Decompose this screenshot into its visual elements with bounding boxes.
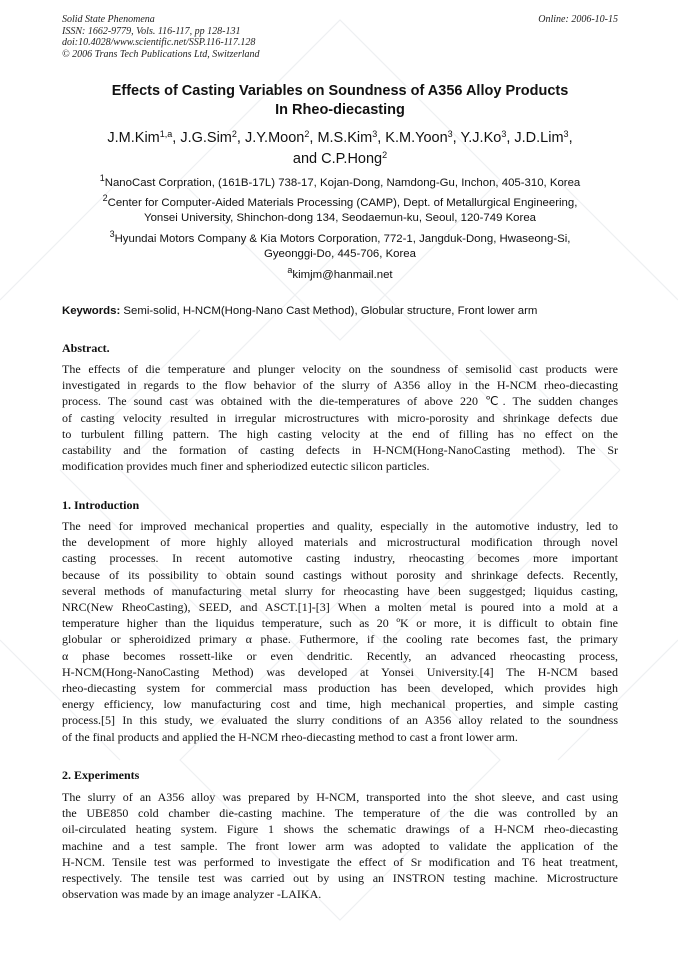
copyright: © 2006 Trans Tech Publications Ltd, Switzerland (62, 48, 260, 60)
introduction-body (62, 518, 618, 745)
text-line: investigated in regards to the flow behavior of the slurry of A356 alloy in the H-NCM rheo-diecasting (62, 378, 618, 393)
abstract-body (62, 361, 618, 474)
email-address: kimjm@hanmail.net (292, 269, 393, 281)
text-line: process.[5] In this study, we evaluated the slurry conditions of an A356 alloy related to the soundness (62, 713, 618, 728)
text-line: the development of more highly alloyed materials and microstructural modification through novel (62, 535, 618, 550)
affiliation-text: Center for Computer-Aided Materials Processing (CAMP), Dept. of Metallurgical Engineering, (107, 197, 578, 209)
keywords (62, 304, 618, 319)
text-line: globular or spheroidized primary α phase. Futhermore, if the cooling rate becomes fast, the primary (62, 632, 618, 647)
author-name: J.G.Sim (180, 130, 232, 146)
author-sup: 2 (382, 150, 388, 160)
affiliation-2 (62, 193, 618, 226)
text-line: the UBE850 cold chamber die-casting machine. The temperature of the die was controlled by an (62, 806, 618, 821)
affiliation-text: Hyundai Motors Company & Kia Motors Corporation, 772-1, Jangduk-Dong, Hwaseong-Si, (114, 233, 571, 245)
online-date: Online: 2006-10-15 (538, 14, 618, 25)
author-sup: 2 (304, 129, 310, 139)
text-line: respectively. The tensile test was carried out by using an INSTRON testing machine. Microstructure (62, 871, 618, 886)
email-sup: a (287, 265, 293, 275)
affiliation-1 (62, 173, 618, 191)
text-line: castability and the formation of casting defects in H-NCM(Hong-NanoCasting method). The Sr (62, 443, 618, 458)
affiliation-3 (62, 229, 618, 262)
author-name: J.Y.Moon (244, 130, 305, 146)
text-line: process. The sound cast was obtained with the die-temperatures of above 220 ℃. The sudden changes (62, 394, 618, 409)
text-line: modification provides much finer and spheriodized eutectic silicon particles. (62, 459, 430, 474)
text-line: oil-circulated heating system. Figure 1 shows the schematic drawings of a H-NCM rheo-diecasting (62, 822, 618, 837)
author-line-1: J.M.Kim$^{1,a}$, J.G.Sim$^2$, J.Y.Moon$^2$, M.S.Kim$^3$, K.M.Yoon$^3$, Y.J.Ko$^3$, J.D.Lim$^3$, (107, 129, 573, 146)
author-sup: 1,a (159, 129, 173, 139)
text-line: of the final products and applied the H-NCM rheo-diecasting method to cast a front lower arm. (62, 729, 518, 744)
author-name: M.S.Kim (317, 130, 373, 146)
affiliation-sup: 3 (109, 229, 115, 239)
experiments-body (62, 789, 618, 902)
keywords-text: Semi-solid, H-NCM(Hong-Nano Cast Method), Globular structure, Front lower arm (120, 305, 538, 317)
text-line: because of its possibility to obtain sound castings without porosity and shrinkage defects. Recently, (62, 567, 618, 582)
author-sup: 3 (501, 129, 507, 139)
affiliation-text-line-2: Yonsei University, Shinchon-dong 134, Seodaemun-ku, Seoul, 120-749 Korea (144, 212, 536, 224)
author-name: Y.J.Ko (460, 130, 502, 146)
author-sup: 3 (563, 129, 569, 139)
experiments-heading: 2. Experiments (62, 768, 140, 782)
affiliation-sup: 1 (99, 173, 105, 183)
journal-header (62, 14, 618, 60)
affiliation-text: NanoCast Corpration, (161B-17L) 738-17, Kojan-Dong, Namdong-Gu, Inchon, 405-310, Korea (104, 177, 581, 189)
text-line: H-NCM(Hong-NanoCasting Method) was developed at Yonsei University.[4] The H-NCM based (62, 664, 618, 679)
text-line: casting processes. In recent automotive casting industry, rheocasting becomes more important (62, 551, 618, 566)
text-line: of casting velocity resulted in irregular microstructures with micro-porosity and shrinkage defects due (62, 410, 618, 425)
text-line: The need for improved mechanical properties and quality, especially in the automotive industry, led to (62, 519, 618, 533)
author-name: J.D.Lim (514, 130, 564, 146)
text-line: machine and a test sample. The front lower arm was adopted to validate the application of the (62, 838, 618, 853)
paper-title (62, 82, 618, 120)
text-line: rheo-diecasting system for commercial mass production has been developed, which provides high (62, 681, 618, 696)
author-sup: 3 (447, 129, 453, 139)
text-line: α phase becomes rossett-like or even dendritic. Recently, an advanced rheocasting process, (62, 648, 618, 663)
author-name: J.M.Kim (107, 130, 160, 146)
keywords-label: Keywords: (62, 305, 121, 317)
author-line-2: and C.P.Hong$^2$ (292, 150, 388, 167)
title-line-2: In Rheo-diecasting (275, 102, 405, 118)
affiliation-text-line-2: Gyeonggi-Do, 445-706, Korea (264, 248, 416, 260)
abstract-heading: Abstract. (62, 341, 110, 355)
journal-name: Solid State Phenomena (62, 14, 155, 25)
doi: doi:10.4028/www.scientific.net/SSP.116-117.128 (62, 37, 256, 48)
text-line: observation was made by an image analyzer -LAIKA. (62, 887, 322, 902)
text-line: The slurry of an A356 alloy was prepared by H-NCM, transported into the shot sleeve, and cast using (62, 790, 618, 804)
author-sup: 2 (231, 129, 237, 139)
text-line: NRC(New RheoCasting), SEED, and ASCT.[1]-[3] When a molten metal is poured into a mold at a (62, 600, 618, 615)
author-list (62, 128, 618, 170)
text-line: several methods of manufacturing metal slurry for rheocasting have been suggestged; liquidus casting, (62, 583, 618, 598)
text-line: H-NCM. Tensile test was performed to investigate the effect of Sr modification and T6 heat treatment, (62, 854, 618, 869)
text-line: energy efficiency, low manufacturing cost and time, high mechanical properties, and simple casting (62, 697, 618, 712)
introduction-heading: 1. Introduction (62, 498, 140, 512)
author-name: C.P.Hong (321, 151, 383, 167)
corresponding-email (62, 265, 618, 283)
text-line: to turbulent filling pattern. The high casting velocity at the end of filling has no effect on the (62, 426, 618, 441)
author-name: K.M.Yoon (385, 130, 448, 146)
affiliation-sup: 2 (102, 193, 108, 203)
author-sup: 3 (372, 129, 378, 139)
issn: ISSN: 1662-9779, Vols. 116-117, pp 128-131 (62, 25, 241, 37)
title-line-1: Effects of Casting Variables on Soundness of A356 Alloy Products (111, 83, 569, 99)
text-line: temperature higher than the liquidus temperature, such as 20 ºK or more, it is difficult to obtain fine (62, 616, 618, 631)
text-line: The effects of die temperature and plunger velocity on the soundness of semisolid cast products were (62, 362, 618, 376)
